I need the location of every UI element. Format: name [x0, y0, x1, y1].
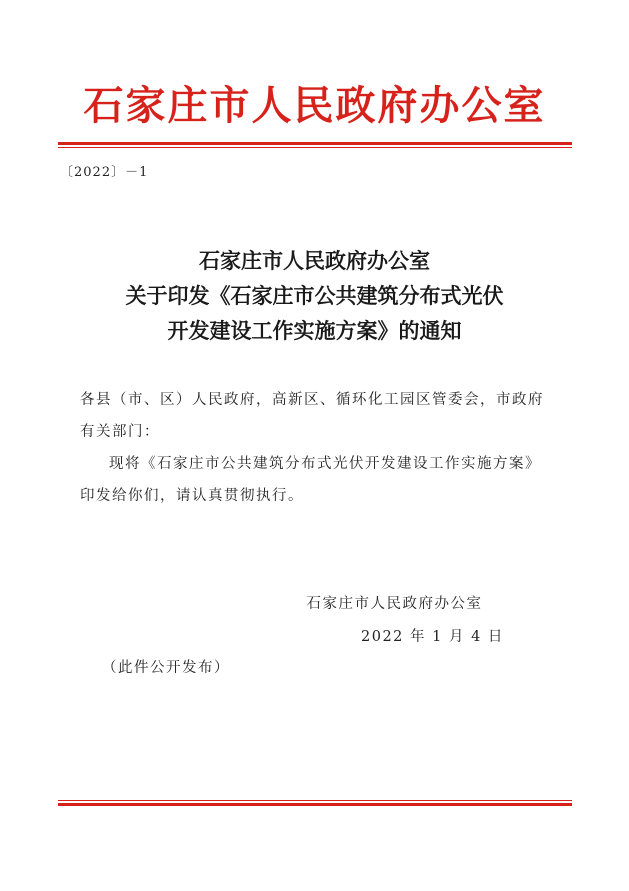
red-divider-bottom: [58, 800, 572, 806]
salutation: 各县（市、区）人民政府，高新区、循环化工园区管委会，市政府有关部门：: [80, 392, 544, 440]
document-title: [0, 243, 629, 348]
red-divider-top: [58, 142, 572, 148]
title-line-3: 开发建设工作实施方案》的通知: [167, 318, 462, 343]
title-line-1: 石家庄市人民政府办公室: [199, 248, 430, 273]
document-number: 〔2022〕－1: [60, 165, 149, 180]
title-line-2: 关于印发《石家庄市公共建筑分布式光伏: [125, 283, 504, 308]
document-masthead: 石家庄市人民政府办公室: [83, 83, 546, 129]
body-paragraph: 现将《石家庄市公共建筑分布式光伏开发建设工作实施方案》印发给你们，请认真贯彻执行。: [80, 456, 541, 504]
publish-note: （此件公开发布）: [102, 660, 230, 676]
signature-organization: 石家庄市人民政府办公室: [306, 596, 483, 612]
signature-date: 2022 年 1 月 4 日: [361, 629, 504, 645]
document-body: [80, 384, 550, 512]
